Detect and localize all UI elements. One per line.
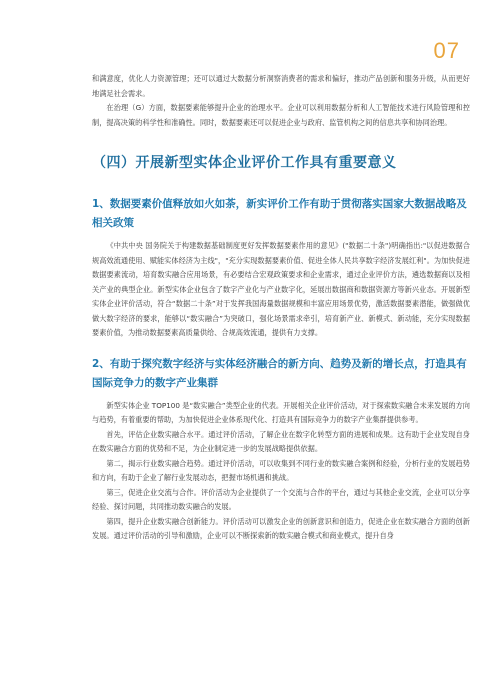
intro-paragraph-1: 和满意度，优化人力资源管理；还可以通过大数据分析洞察消费者的需求和偏好，推动产品创新和服务升级，从而更好地满足社会需求。	[92, 74, 470, 98]
subsection-2-paragraph-2: 首先，评估企业数实融合水平。通过评价活动，了解企业在数字化转型方面的进展和成果。这有助于企业发现自身在数实融合方面的优势和不足，为企业制定进一步的发展战略提供依据。	[92, 429, 470, 453]
subsection-1-title: 1、数据要素价值释放如火如荼，新实评价工作有助于贯彻落实国家大数据战略及相关政策	[92, 198, 467, 229]
page-content	[92, 72, 470, 544]
intro-paragraph-2: 在治理（G）方面，数据要素能够提升企业的治理水平。企业可以利用数据分析和人工智能技术进行风险管理和控制，提高决策的科学性和准确性。同时，数据要素还可以促进企业与政府、监管机构之间的信息共享和协同治理。	[92, 103, 470, 127]
subsection-2-paragraph-5: 第四，提升企业数实融合创新能力。评价活动可以激发企业的创新意识和创造力，促进企业在数实融合方面的创新发展。通过评价活动的引导和激励，企业可以不断探索新的数实融合模式和商业模式，提升自身	[92, 516, 470, 540]
subsection-2-paragraph-1: 新型实体企业 TOP100 是“数实融合”类型企业的代表。开展相关企业评价活动，对于探索数实融合未来发展的方向与趋势，有着重要的帮助，为加快促进企业体系现代化、打造具有国际竞争力的数字产业集群提供参考。	[92, 400, 470, 424]
subsection-2-title: 2、有助于探究数字经济与实体经济融合的新方向、趋势及新的增长点，打造具有国际竞争力的数字产业集群	[92, 357, 467, 389]
page-number: 07	[433, 38, 460, 63]
subsection-2-paragraph-4: 第三，促进企业交流与合作。评价活动为企业提供了一个交流与合作的平台，通过与其他企业交流，企业可以分享经验、探讨问题，共同推动数实融合的发展。	[92, 487, 470, 511]
subsection-2-paragraph-3: 第二，揭示行业数实融合趋势。通过评价活动，可以收集到不同行业的数实融合案例和经验，分析行业的发展趋势和方向，有助于企业了解行业发展动态，把握市场机遇和挑战。	[92, 458, 470, 482]
section-title: （四）开展新型实体企业评价工作具有重要意义	[92, 155, 397, 171]
subsection-1-paragraph: 《中共中央 国务院关于构建数据基础制度更好发挥数据要素作用的意见》("数据二十条")明确指出:"以促进数据合规高效流通使用、赋能实体经济为主线"，"充分实现数据要素价值、促进全体人民共享数字经济发展红利"。为加快促进数据要素流动，培育数实融合应用场景，有必要结合宏观政策要求和企业需求，通过企业评价方法，遴选数据商以及相关产业的典型企业。新型实体企业包含了数字产业化与产业数字化，延展出数据商和数据资源方等新兴业态。开展新型实体企业评价活动，符合“数据二十条”对于发挥我国海量数据规模和丰富应用场景优势，激活数据要素潜能，做强做优做大数字经济的要求，能够以“数实融合”为突破口，强化场景需求牵引，培育新产业、新模式、新动能，充分实现数据要素价值，为推动数据要素高质量供给、合规高效流通，提供有力支撑。	[92, 241, 470, 337]
